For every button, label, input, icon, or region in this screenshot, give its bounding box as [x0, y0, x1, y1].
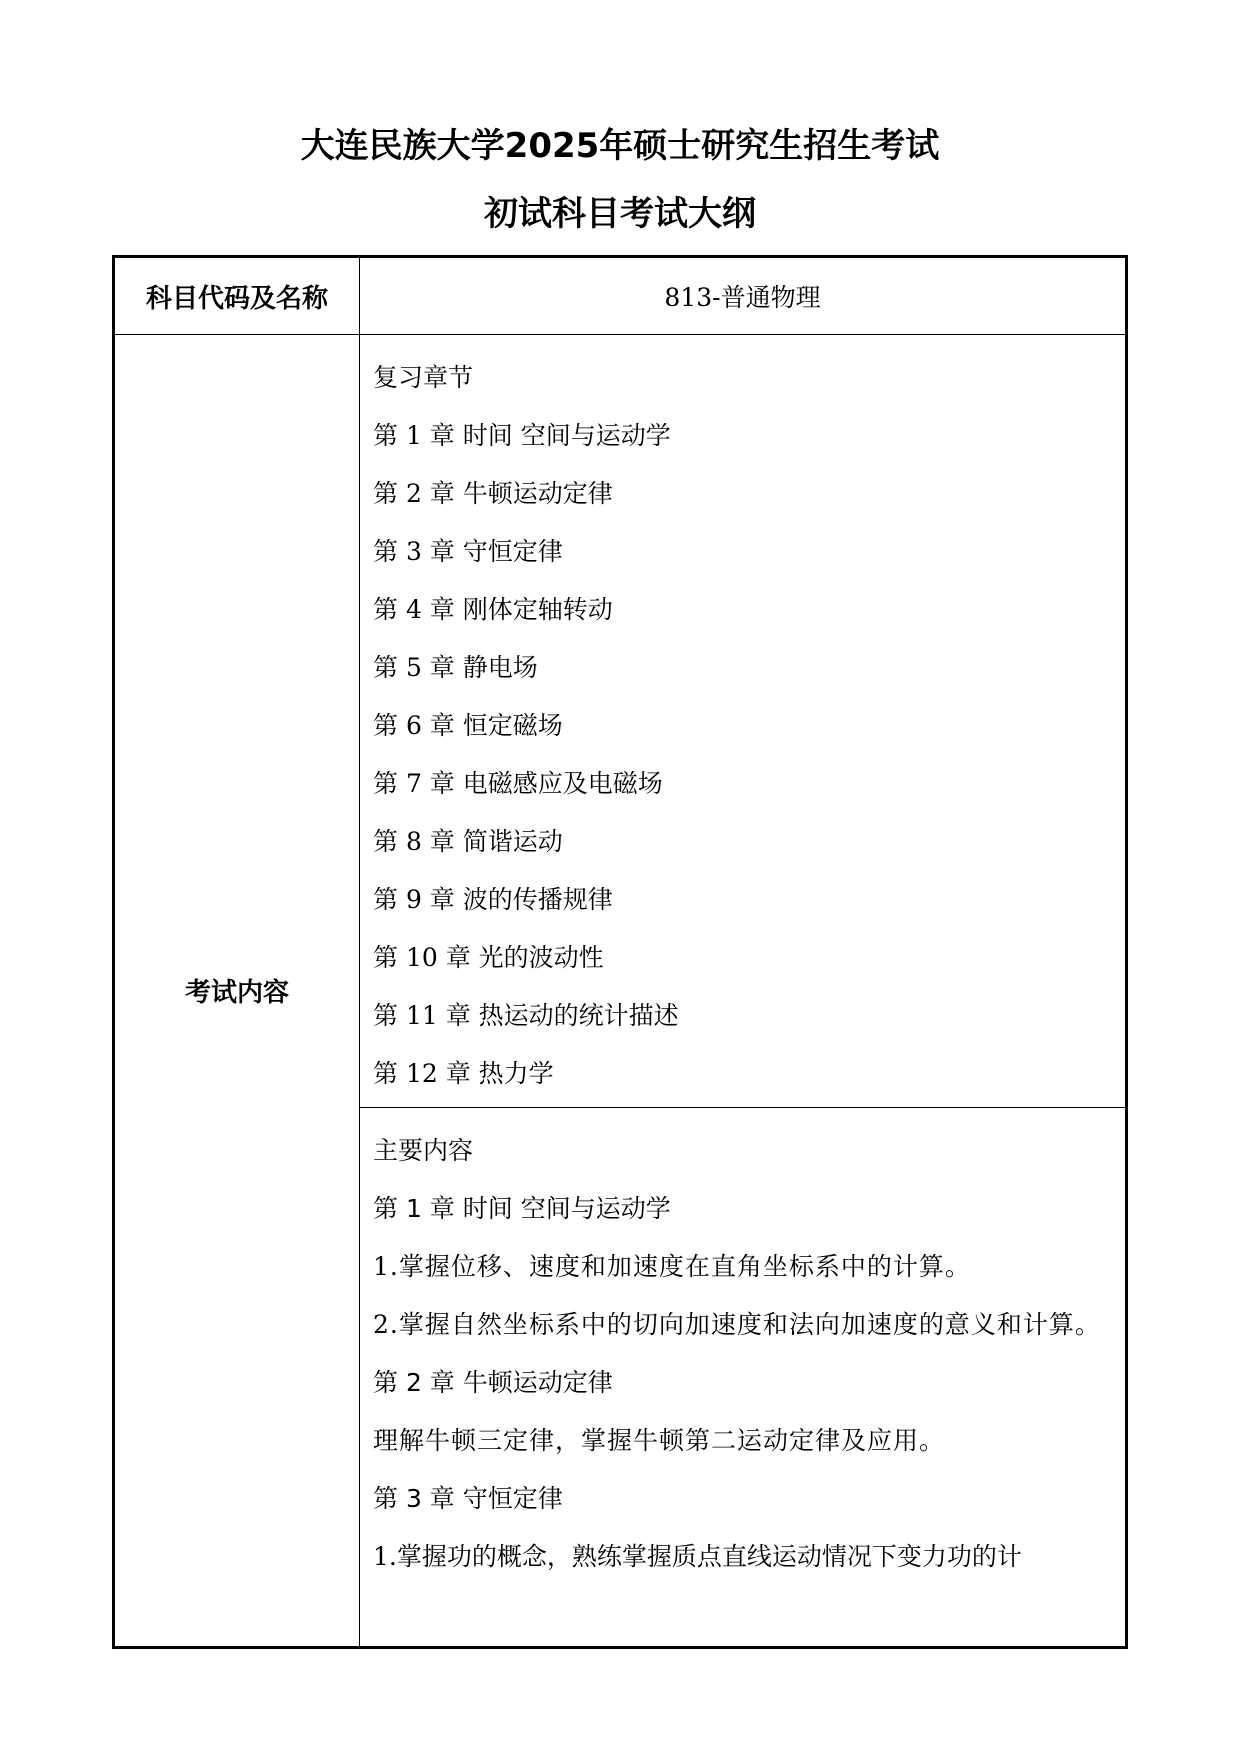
chapter-item: 第 3 章 守恒定律: [373, 537, 563, 566]
subject-label: 科目代码及名称: [114, 257, 360, 335]
chapter-item: 第 1 章 时间 空间与运动学: [373, 421, 671, 450]
chapter-item: 第 9 章 波的传播规律: [373, 885, 613, 914]
syllabus-table: [112, 255, 1128, 1649]
chapter-item: 第 10 章 光的波动性: [373, 943, 604, 972]
subject-row: [114, 257, 1127, 335]
chapter-item: 第 11 章 热运动的统计描述: [373, 1001, 679, 1030]
chapter-heading: 第 2 章 牛顿运动定律: [373, 1368, 613, 1397]
content-label: 考试内容: [114, 335, 360, 1648]
chapter-item: 第 12 章 热力学: [373, 1059, 554, 1088]
chapter-item: 第 4 章 刚体定轴转动: [373, 595, 613, 624]
content-paragraph: 理解牛顿三定律，掌握牛顿第二运动定律及应用。: [373, 1426, 946, 1455]
content-paragraph: 1.掌握功的概念，熟练掌握质点直线运动情况下变力功的计: [373, 1542, 1022, 1571]
document-subtitle: 初试科目考试大纲: [484, 194, 756, 234]
main-heading: 主要内容: [373, 1136, 474, 1165]
chapter-item: 第 5 章 静电场: [373, 653, 538, 682]
main-content-cell: [360, 1108, 1127, 1648]
review-row: [114, 335, 1127, 1108]
chapter-item: 第 2 章 牛顿运动定律: [373, 479, 613, 508]
content-paragraph: 1.掌握位移、速度和加速度在直角坐标系中的计算。: [373, 1252, 971, 1281]
chapter-item: 第 7 章 电磁感应及电磁场: [373, 769, 663, 798]
content-paragraph: 2.掌握自然坐标系中的切向加速度和法向加速度的意义和计算。: [373, 1310, 1101, 1339]
chapter-heading: 第 1 章 时间 空间与运动学: [373, 1194, 671, 1223]
review-chapters-cell: [360, 335, 1127, 1108]
chapter-heading: 第 3 章 守恒定律: [373, 1484, 563, 1513]
chapter-item: 第 6 章 恒定磁场: [373, 711, 563, 740]
review-heading: 复习章节: [373, 363, 474, 392]
document-title: 大连民族大学2025年硕士研究生招生考试: [300, 126, 940, 166]
subject-value: 813-普通物理: [360, 257, 1127, 335]
chapter-item: 第 8 章 简谐运动: [373, 827, 563, 856]
